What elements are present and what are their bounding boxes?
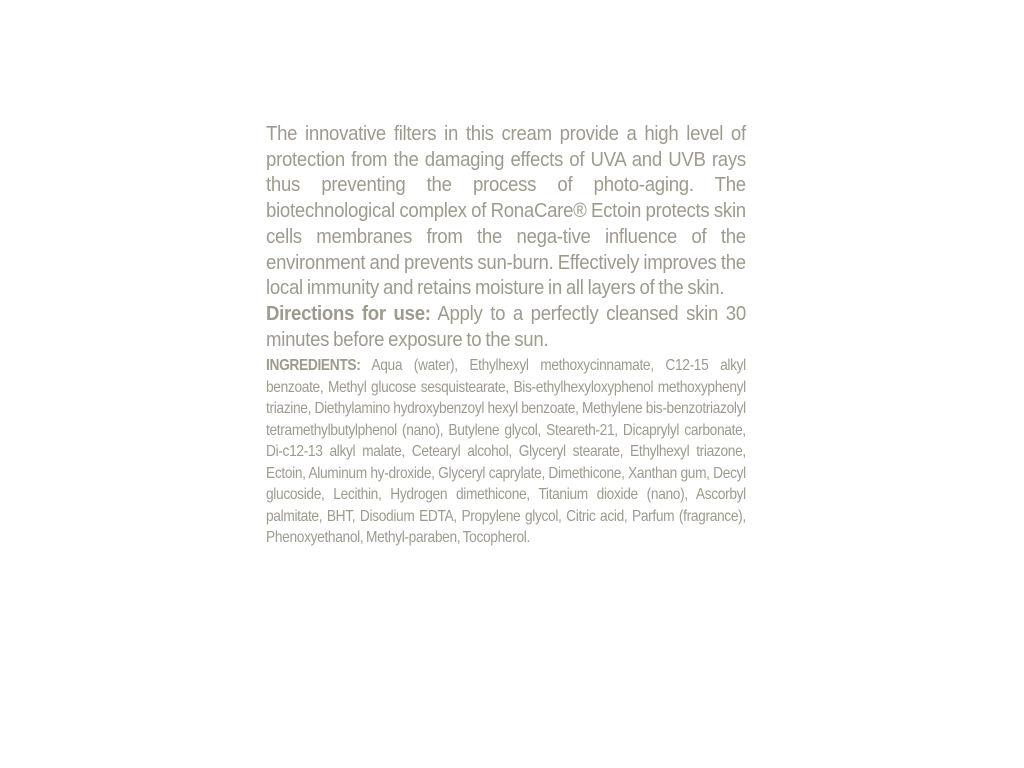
ingredients-label: INGREDIENTS:: [266, 357, 361, 375]
ingredients-list: [266, 355, 746, 549]
product-label-text: [266, 122, 746, 549]
product-description: The innovative filters in this cream provide a high level of protection from the damaging effects of UVA and UVB rays thus preventing the process of photo-aging. The biotechnological complex of RonaCare® Ectoin protects skin cells membranes from the nega-tive influence of the environment and prevents sun-burn. Effectively improves the local immunity and retains moisture in all layers of the skin.: [266, 123, 746, 300]
ingredients-text: Aqua (water), Ethylhexyl methoxycinnamate, C12-15 alkyl benzoate, Methyl glucose sesquistearate, Bis-ethylhexyloxyphenol methoxyphenyl triazine, Diethylamino hydroxybenzoyl hexyl benzoate, Methylene bis-benzotriazolyl tetramethylbutylphenol (nano), Butylene glycol, Steareth-21, Dicaprylyl carbonate, Di-c12-13 alkyl malate, Cetearyl alcohol, Glyceryl stearate, Ethylhexyl triazone, Ectoin, Aluminum hy-droxide, Glyceryl caprylate, Dimethicone, Xanthan gum, Decyl glucoside, Lecithin, Hydrogen dimethicone, Titanium dioxide (nano), Ascorbyl palmitate, BHT, Disodium EDTA, Propylene glycol, Citric acid, Parfum (fragrance), Phenoxyethanol, Methyl-paraben, Tocopherol.: [266, 357, 746, 547]
directions-for-use: [266, 302, 746, 353]
directions-label: Directions for use:: [266, 302, 431, 325]
directions-text: Apply to a perfectly cleansed skin 30 minutes before exposure to the sun.: [266, 302, 746, 351]
